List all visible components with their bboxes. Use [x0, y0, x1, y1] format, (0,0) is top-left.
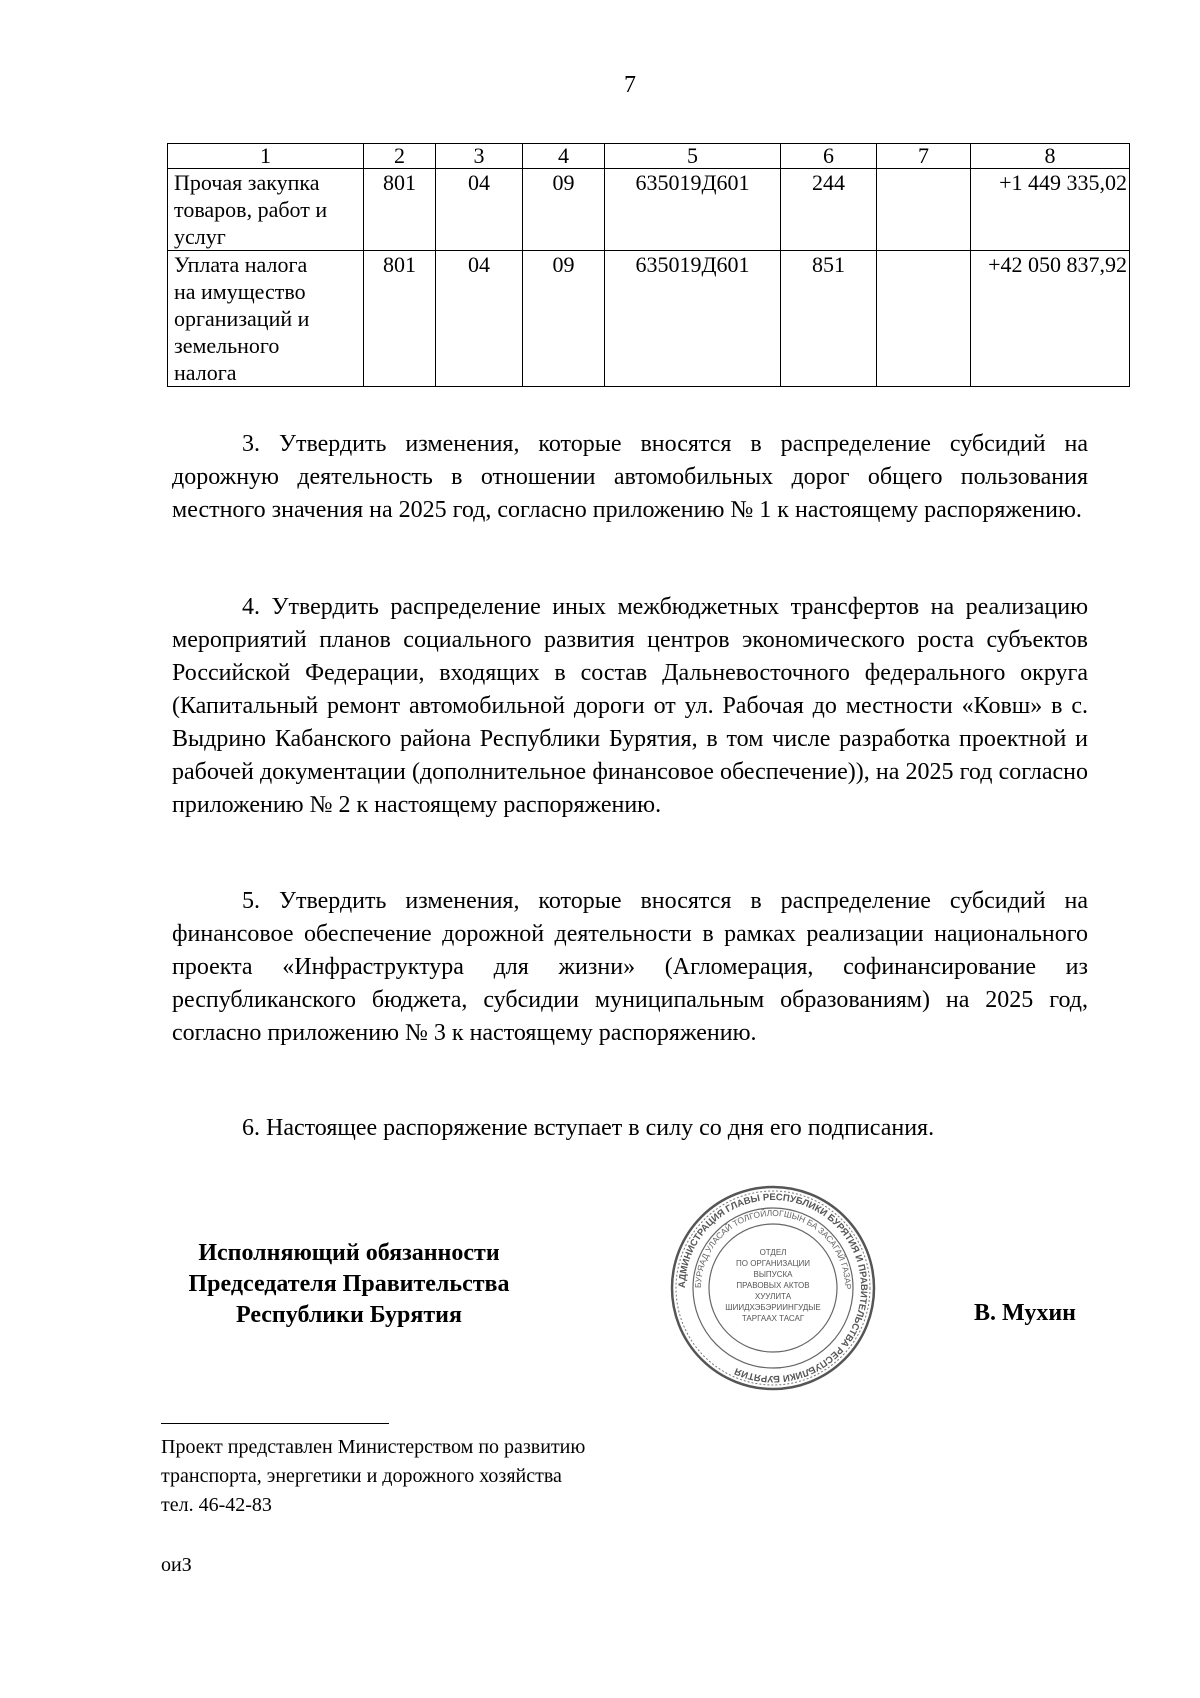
table-header-cell: 8 — [971, 144, 1130, 169]
table-header-cell: 5 — [605, 144, 781, 169]
seal-outer-text: АДМИНИСТРАЦИЯ ГЛАВЫ РЕСПУБЛИКИ БУРЯТИЯ И ПРАВИТЕЛЬСТВА РЕСПУБЛИКИ БУРЯТИЯ — [676, 1191, 870, 1385]
footnote: Проект представлен Министерством по развитию транспорта, энергетики и дорожного хозяйства тел. 46-42-83 — [161, 1436, 586, 1516]
signatory-position: Исполняющий обязанности Председателя Правительства Республики Бурятия — [188, 1240, 510, 1328]
table-cell: 635019Д601 — [605, 251, 781, 387]
page-number: 7 — [624, 72, 636, 98]
amount-cell: +42 050 837,92 — [971, 251, 1130, 387]
budget-table — [167, 143, 1130, 387]
signatory-name: В. Мухин — [974, 1300, 1076, 1326]
table-header-cell: 4 — [523, 144, 605, 169]
seal-inner-text: БУРЯАД УЛАСАЙ ТОЛГОЙЛОГШЫН БА ЗАСАГАЙ ГАЗАР — [692, 1207, 854, 1290]
svg-text:ШИИДХЭБЭРИИНГУДЫЕ: ШИИДХЭБЭРИИНГУДЫЕ — [725, 1303, 821, 1312]
table-cell — [877, 251, 971, 387]
footnote-divider — [161, 1423, 389, 1424]
amount-cell: +1 449 335,02 — [971, 169, 1130, 251]
svg-text:ПО ОРГАНИЗАЦИИ: ПО ОРГАНИЗАЦИИ — [736, 1259, 810, 1268]
table-header-cell: 2 — [364, 144, 436, 169]
table-cell: 04 — [436, 251, 523, 387]
table-cell: 635019Д601 — [605, 169, 781, 251]
table-cell: 244 — [781, 169, 877, 251]
table-cell: 04 — [436, 169, 523, 251]
table-row — [168, 251, 1130, 387]
row-name-cell: Уплата налога на имущество организаций и земельного налога — [168, 251, 364, 387]
table-header-row — [168, 144, 1130, 169]
svg-text:ТАРГААХ ТАСАГ: ТАРГААХ ТАСАГ — [741, 1314, 805, 1323]
table-header-cell: 7 — [877, 144, 971, 169]
svg-text:ПРАВОВЫХ АКТОВ: ПРАВОВЫХ АКТОВ — [736, 1281, 810, 1290]
paragraph-6: 6. Настоящее распоряжение вступает в силу со дня его подписания. — [242, 1115, 935, 1141]
table-header-cell: 1 — [168, 144, 364, 169]
table-cell: 09 — [523, 169, 605, 251]
table-header-cell: 6 — [781, 144, 877, 169]
svg-text:ХУУЛИТА: ХУУЛИТА — [754, 1292, 792, 1301]
paragraph-4: 4. Утвердить распределение иных межбюджетных трансфертов на реализацию мероприятий планов социального развития центров экономического роста субъектов Российской Федерации, входящих в состав Дальневосточного федерального округа (Капитальный ремонт автомобильной дороги от ул. Рабочая до местности «Ковш» в с. Выдрино Кабанского района Республики Бурятия, в том числе разработка проектной и рабочей документации (дополнительное финансовое обеспечение)), на 2025 год согласно приложению № 2 к настоящему распоряжению. — [172, 594, 1088, 818]
table-cell: 851 — [781, 251, 877, 387]
table-row — [168, 169, 1130, 251]
row-name-cell: Прочая закупка товаров, работ и услуг — [168, 169, 364, 251]
svg-text:ОТДЕЛ: ОТДЕЛ — [759, 1248, 787, 1257]
table-cell: 801 — [364, 251, 436, 387]
svg-text:ВЫПУСКА: ВЫПУСКА — [753, 1270, 793, 1279]
paragraph-3: 3. Утвердить изменения, которые вносятся в распределение субсидий на дорожную деятельность в отношении автомобильных дорог общего пользования местного значения на 2025 год, согласно приложению № 1 к настоящему распоряжению. — [172, 431, 1088, 523]
official-seal-icon — [668, 1183, 878, 1393]
document-code: оиЗ — [161, 1554, 192, 1576]
table-cell — [877, 169, 971, 251]
table-cell: 801 — [364, 169, 436, 251]
table-header-cell: 3 — [436, 144, 523, 169]
table-cell: 09 — [523, 251, 605, 387]
paragraph-5: 5. Утвердить изменения, которые вносятся в распределение субсидий на финансовое обеспечение дорожной деятельности в рамках реализации национального проекта «Инфраструктура для жизни» (Агломерация, софинансирование из республиканского бюджета, субсидии муниципальным образованиям) на 2025 год, согласно приложению № 3 к настоящему распоряжению. — [172, 888, 1088, 1046]
